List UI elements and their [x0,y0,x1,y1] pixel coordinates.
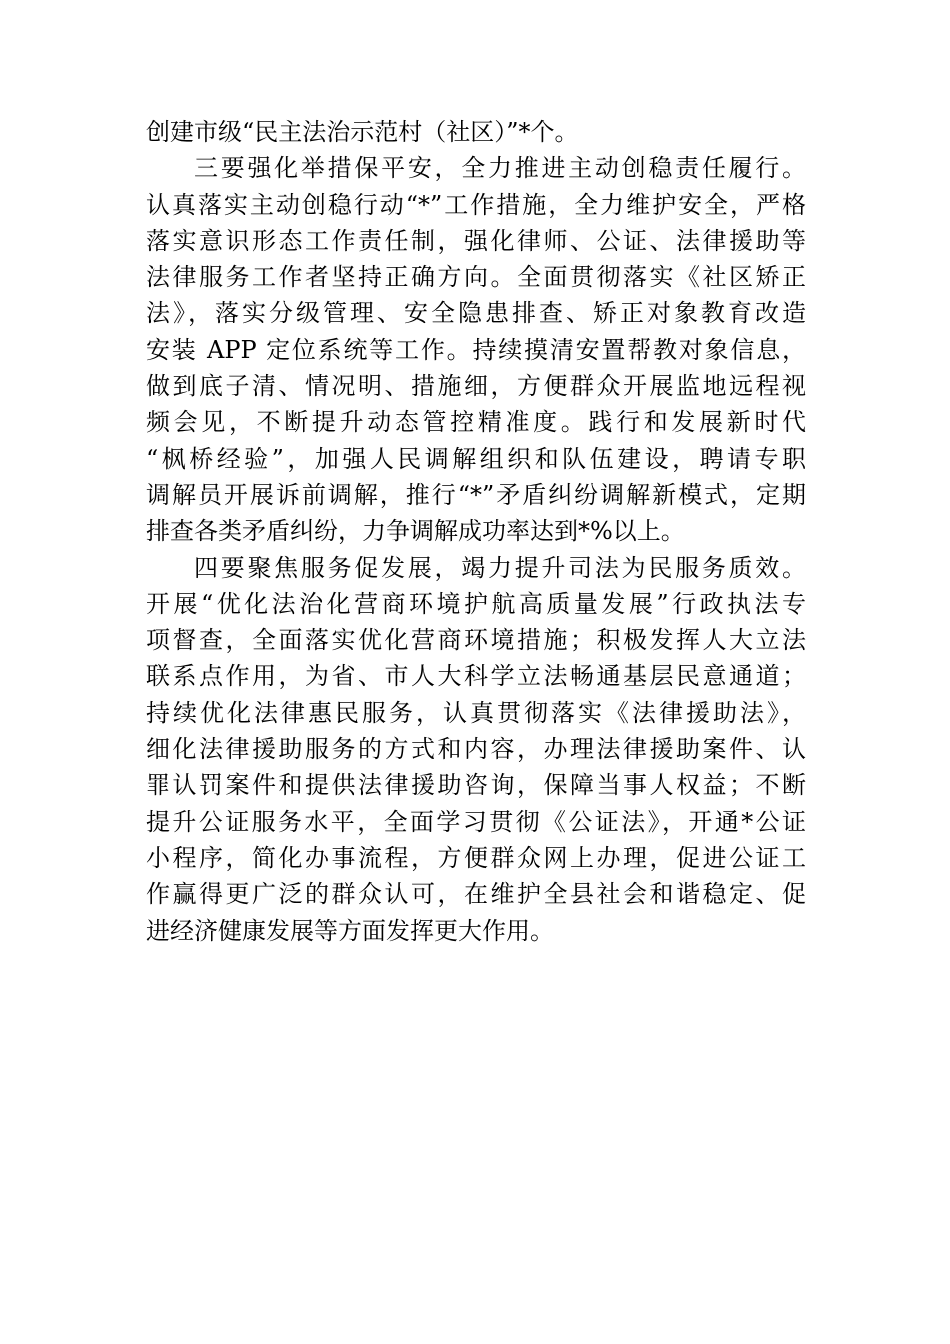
text-line: “枫桥经验”，加强人民调解组织和队伍建设，聘请专职 [146,444,806,473]
paragraph-2 [146,150,806,549]
text-line: 安装 APP 定位系统等工作。持续摸清安置帮教对象信息， [146,335,806,364]
text-line: 法律服务工作者坚持正确方向。全面贯彻落实《社区矫正 [146,263,806,292]
text-line: 落实意识形态工作责任制，强化律师、公证、法律援助等 [146,226,806,255]
text-line: 做到底子清、情况明、措施细，方便群众开展监地远程视 [146,372,806,401]
text-line: 法》，落实分级管理、安全隐患排查、矫正对象教育改造 [146,299,806,328]
paragraph-3 [146,550,806,949]
text-line: 联系点作用，为省、市人大科学立法畅通基层民意通道； [146,662,806,691]
text-line: 小程序，简化办事流程，方便群众网上办理，促进公证工 [146,843,806,872]
text-line: 项督查，全面落实优化营商环境措施；积极发挥人大立法 [146,626,806,655]
text-line: 持续优化法律惠民服务，认真贯彻落实《法律援助法》， [146,698,806,727]
text-line: 排查各类矛盾纠纷，力争调解成功率达到*%以上。 [146,517,685,546]
document-body [146,114,806,949]
text-line: 提升公证服务水平，全面学习贯彻《公证法》，开通*公证 [146,807,806,836]
text-line: 四要聚焦服务促发展，竭力提升司法为民服务质效。 [194,553,806,582]
text-line: 调解员开展诉前调解，推行“*”矛盾纠纷调解新模式，定期 [146,480,806,509]
text-line: 细化法律援助服务的方式和内容，办理法律援助案件、认 [146,735,806,764]
text-line: 频会见，不断提升动态管控精准度。践行和发展新时代 [146,408,806,437]
text-line: 创建市级“民主法治示范村（社区）”*个。 [146,118,579,146]
text-line: 开展“优化法治化营商环境护航高质量发展”行政执法专 [146,589,806,618]
text-line: 作赢得更广泛的群众认可，在维护全县社会和谐稳定、促 [146,880,806,909]
text-line: 认真落实主动创稳行动“*”工作措施，全力维护安全，严格 [146,190,806,219]
paragraph-1 [146,114,806,150]
text-line: 罪认罚案件和提供法律援助咨询，保障当事人权益；不断 [146,771,806,800]
text-line: 三要强化举措保平安，全力推进主动创稳责任履行。 [194,154,806,183]
text-line: 进经济健康发展等方面发挥更大作用。 [146,916,554,945]
